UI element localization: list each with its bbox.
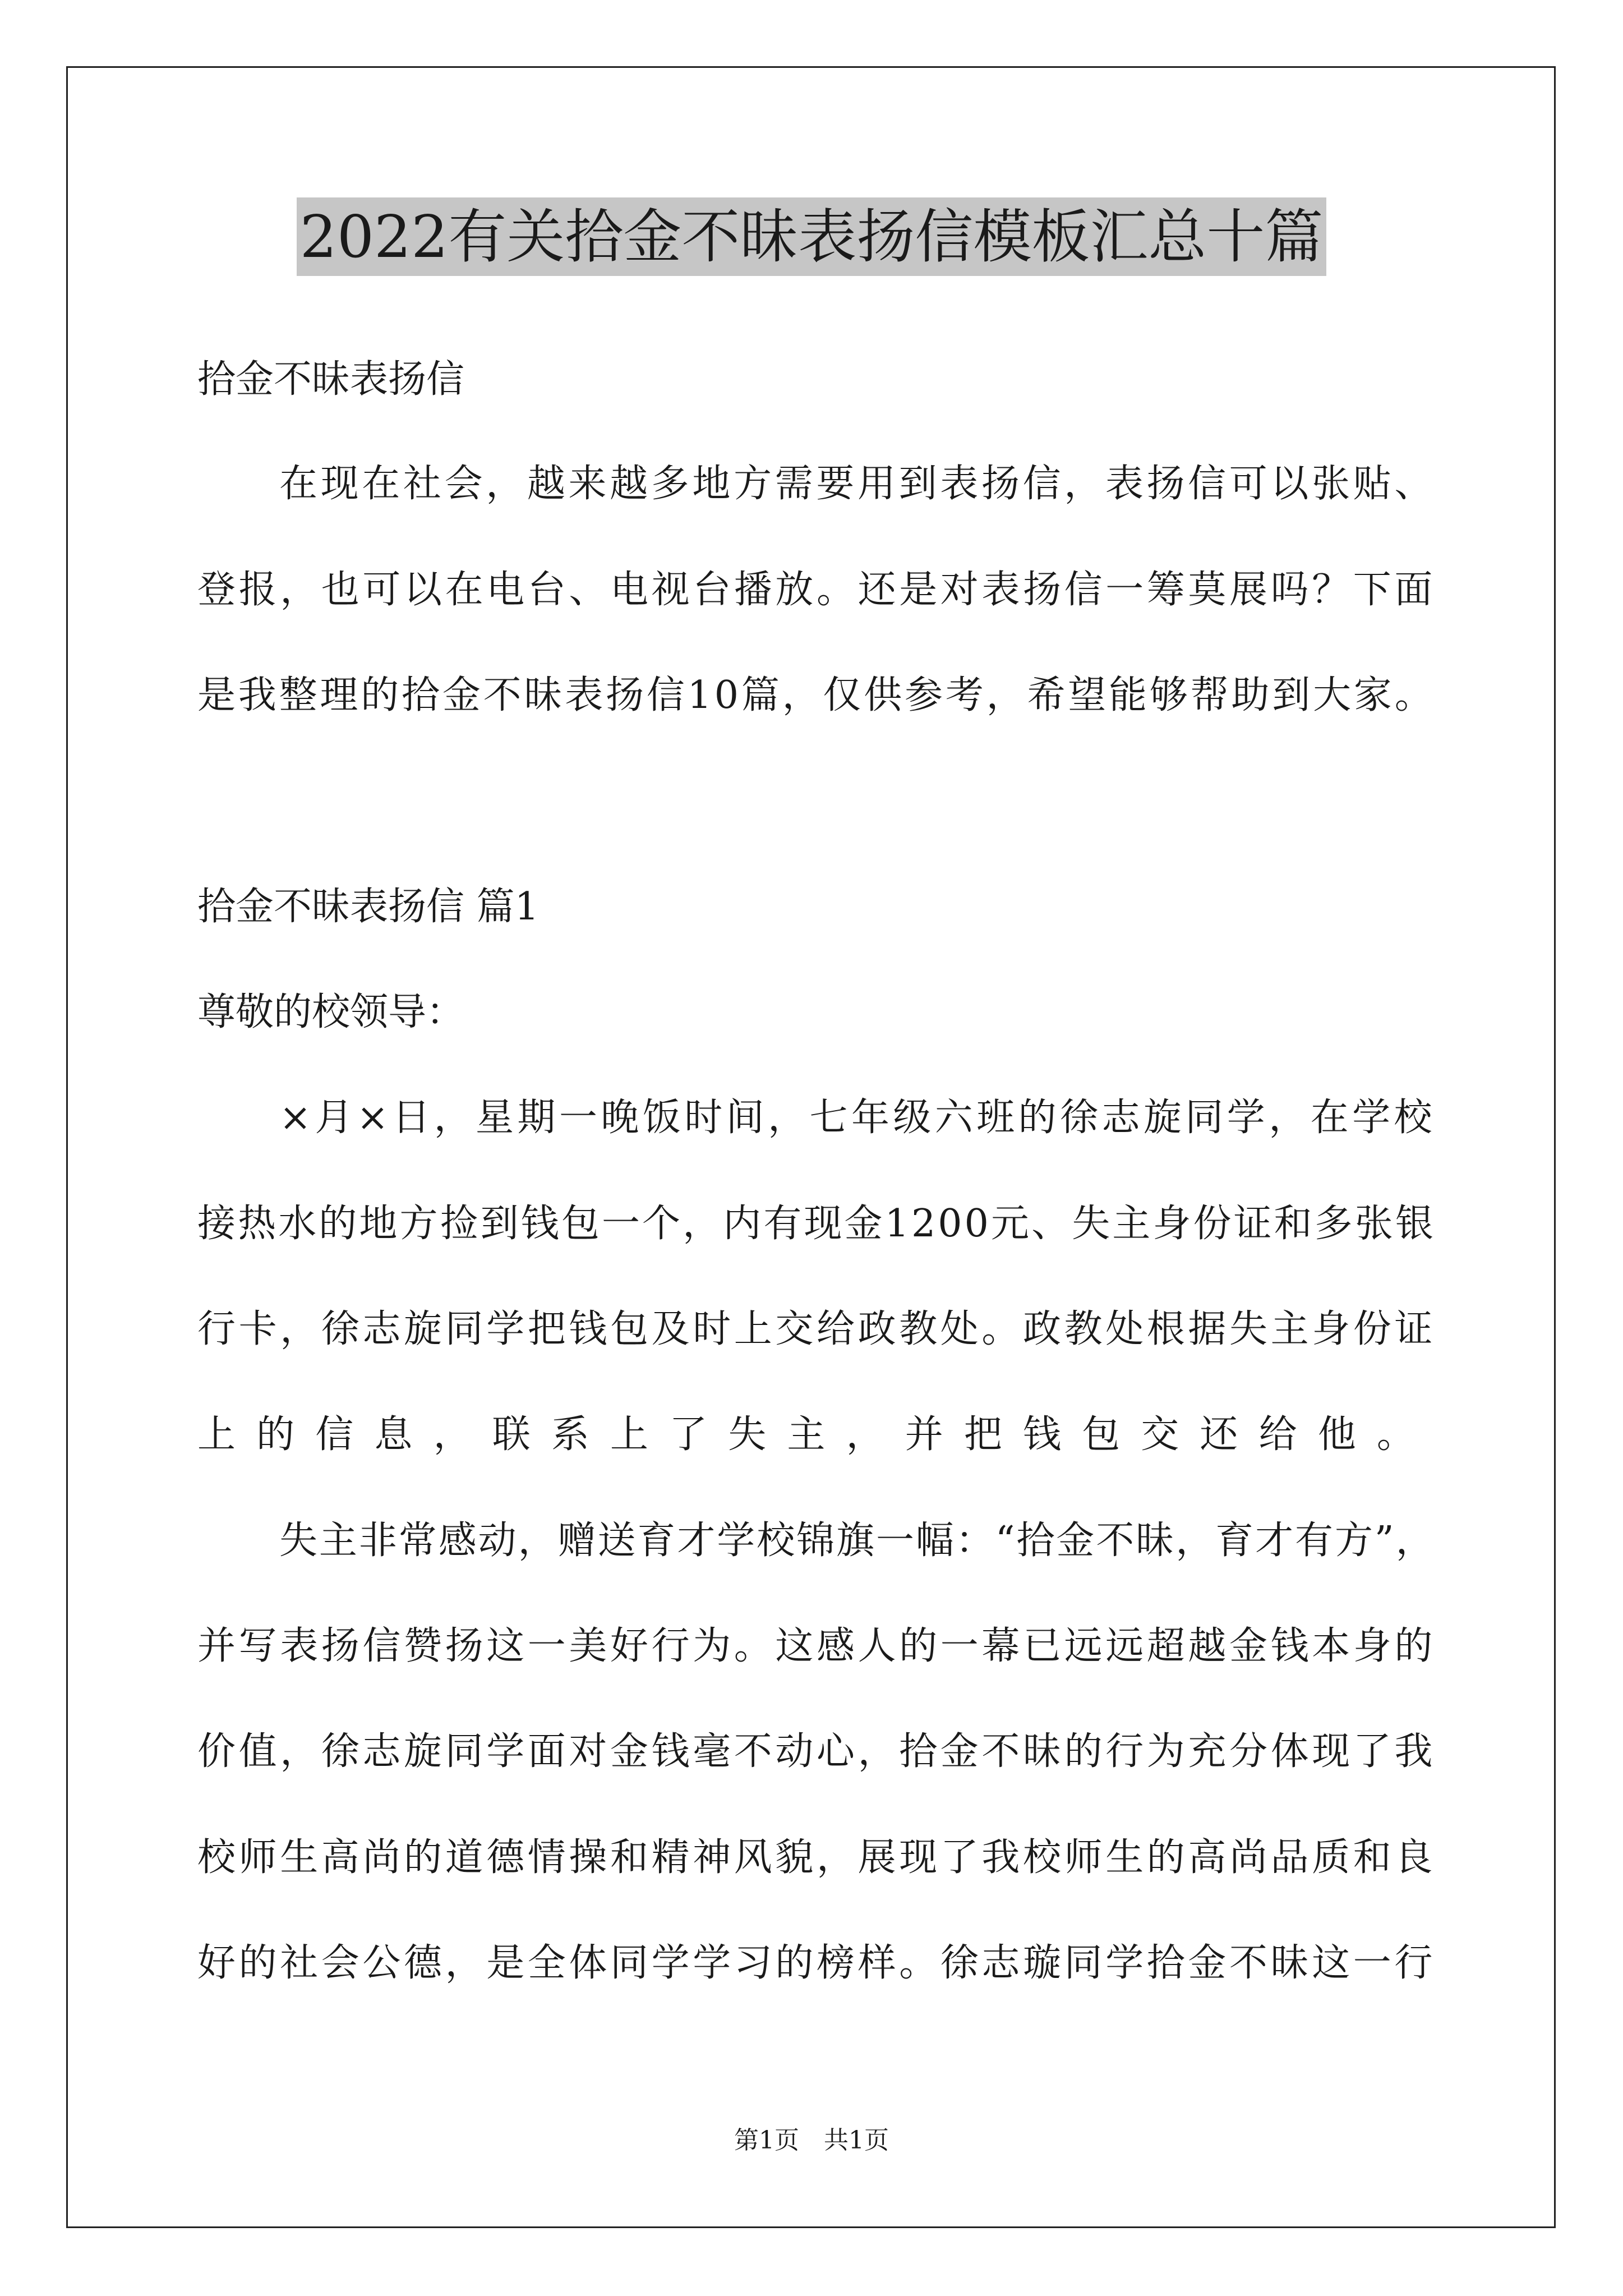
paragraph2-line-4: 校师生高尚的道德情操和精神风貌，展现了我校师生的高尚品质和良 — [197, 1835, 1436, 1880]
part-heading: 拾金不昧表扬信 篇1 — [197, 885, 539, 929]
intro-line-1: 在现在社会，越来越多地方需要用到表扬信，表扬信可以张贴、 — [279, 462, 1436, 506]
paragraph1-line-2: 接热水的地方捡到钱包一个，内有现金1200元、失主身份证和多张银 — [197, 1202, 1436, 1246]
paragraph2-line-5: 好的社会公德，是全体同学学习的榜样。徐志璇同学拾金不昧这一行 — [197, 1941, 1436, 1985]
paragraph1-line-3: 行卡，徐志旋同学把钱包及时上交给政教处。政教处根据失主身份证 — [197, 1307, 1436, 1351]
intro-line-3: 是我整理的拾金不昧表扬信10篇，仅供参考，希望能够帮助到大家。 — [197, 673, 1436, 717]
paragraph1-line-1: ×月×日，星期一晚饭时间，七年级六班的徐志旋同学，在学校 — [279, 1096, 1436, 1140]
title-block — [0, 197, 1623, 276]
salutation: 尊敬的校领导： — [197, 990, 465, 1034]
paragraph2-line-1: 失主非常感动，赠送育才学校锦旗一幅：“拾金不昧，育才有方”， — [279, 1519, 1436, 1563]
paragraph1-line-4: 上的信息，联系上了失主，并把钱包交还给他。 — [197, 1412, 1436, 1457]
paragraph2-line-2: 并写表扬信赞扬这一美好行为。这感人的一幕已远远超越金钱本身的 — [197, 1624, 1436, 1668]
section-heading: 拾金不昧表扬信 — [197, 357, 465, 402]
document-title: 2022有关拾金不昧表扬信模板汇总十篇 — [297, 197, 1327, 276]
page-footer: 第1页 共1页 — [734, 2126, 889, 2155]
paragraph2-line-3: 价值，徐志旋同学面对金钱毫不动心，拾金不昧的行为充分体现了我 — [197, 1729, 1436, 1774]
intro-line-2: 登报，也可以在电台、电视台播放。还是对表扬信一筹莫展吗？下面 — [197, 568, 1436, 612]
